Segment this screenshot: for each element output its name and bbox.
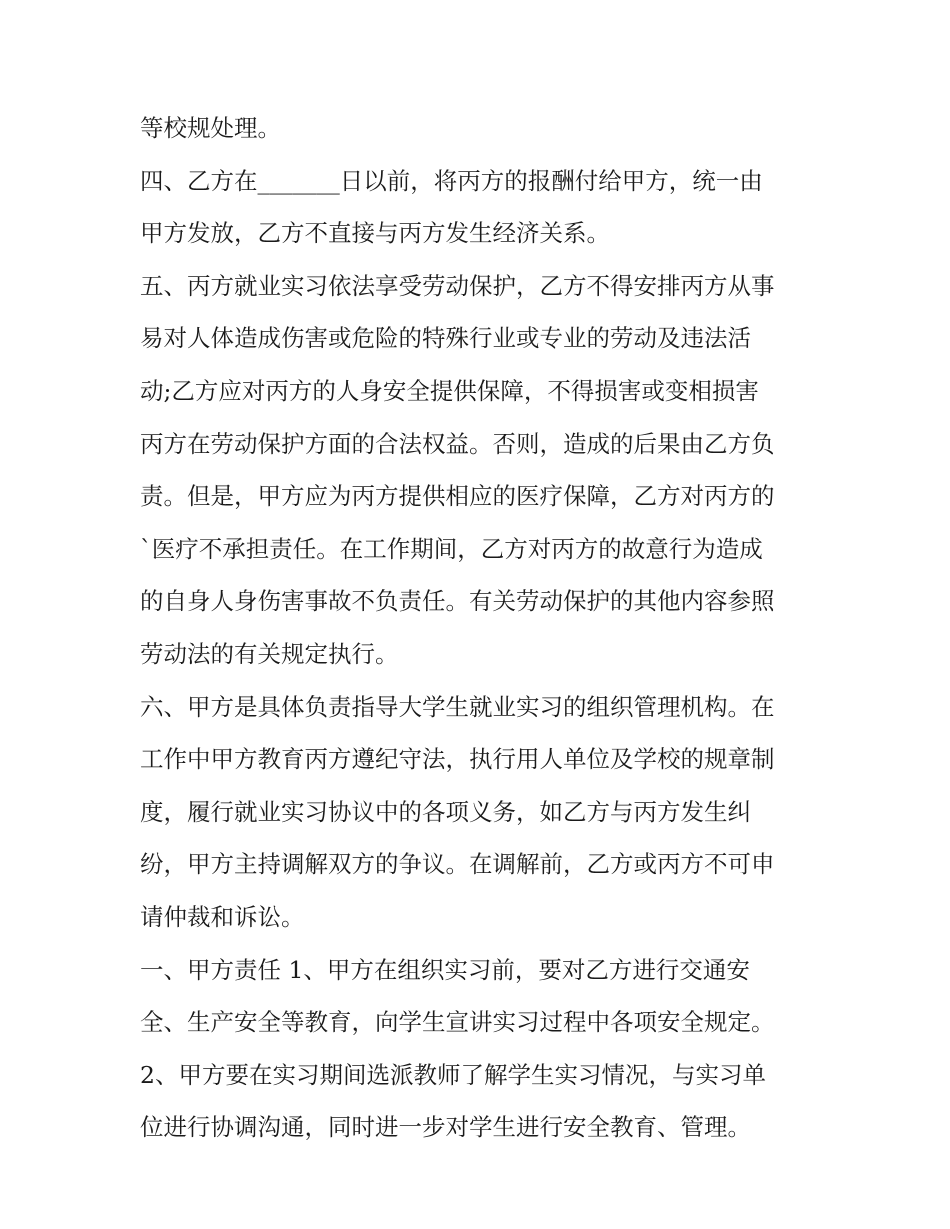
text-line: 位进行协调沟通，同时进一步对学生进行安全教育、管理。 <box>140 1113 751 1142</box>
text-line: 请仲裁和诉讼。 <box>140 902 305 931</box>
text-line: `医疗不承担责任。在工作期间，乙方对丙方的故意行为造成 <box>140 534 763 563</box>
text-line: 五、丙方就业实习依法享受劳动保护，乙方不得安排丙方从事 <box>140 271 775 300</box>
text-line: 等校规处理。 <box>140 114 281 142</box>
text-line: 丙方在劳动保护方面的合法权益。否则，造成的后果由乙方负 <box>140 429 775 458</box>
text-line: 劳动法的有关规定执行。 <box>140 639 399 668</box>
text-line: 一、甲方责任 1、甲方在组织实习前，要对乙方进行交通安 <box>140 955 750 984</box>
text-line: 动;乙方应对丙方的人身安全提供保障，不得损害或变相损害 <box>140 376 759 405</box>
text-line: 责。但是，甲方应为丙方提供相应的医疗保障，乙方对丙方的 <box>140 482 775 511</box>
text-line: 六、甲方是具体负责指导大学生就业实习的组织管理机构。在 <box>140 692 775 721</box>
text-line: 纷，甲方主持调解双方的争议。在调解前，乙方或丙方不可申 <box>140 850 775 879</box>
text-line: 工作中甲方教育丙方遵纪守法，执行用人单位及学校的规章制 <box>140 745 775 774</box>
text-line: 全、生产安全等教育，向学生宣讲实习过程中各项安全规定。 <box>140 1008 775 1037</box>
text-line: 2、甲方要在实习期间选派教师了解学生实习情况，与实习单 <box>140 1060 766 1089</box>
text-line: 易对人体造成伤害或危险的特殊行业或专业的劳动及违法活 <box>140 324 751 353</box>
text-line: 的自身人身伤害事故不负责任。有关劳动保护的其他内容参照 <box>140 587 775 616</box>
text-line: 度，履行就业实习协议中的各项义务，如乙方与丙方发生纠 <box>140 797 751 826</box>
text-line: 甲方发放，乙方不直接与丙方发生经济关系。 <box>140 219 610 248</box>
body-text <box>140 106 820 1158</box>
text-line: 四、乙方在_______日以前，将丙方的报酬付给甲方，统一由 <box>140 166 763 195</box>
